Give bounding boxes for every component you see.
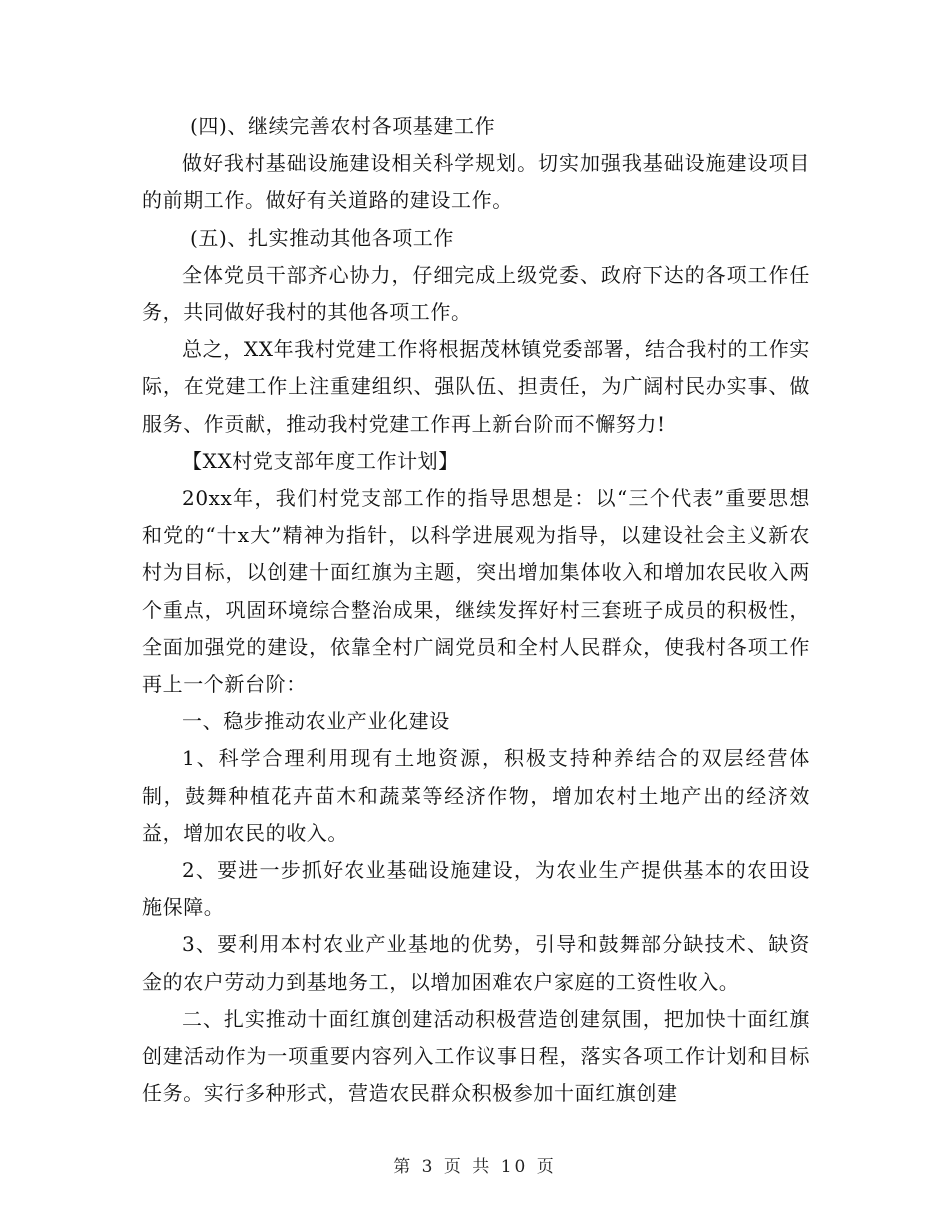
- page-number-footer: 第 3 页 共 10 页: [393, 1157, 557, 1177]
- paragraph: 做好我村基础设施建设相关科学规划。切实加强我基础设施建设项目的前期工作。做好有关道路的建设工作。: [142, 151, 810, 213]
- paragraph: 二、扎实推动十面红旗创建活动积极营造创建氛围，把加快十面红旗创建活动作为一项重要内容列入工作议事日程，落实各项工作计划和目标任务。实行多种形式，营造农民群众积极参加十面红旗创建: [142, 1006, 810, 1106]
- section-heading: 一、稳步推动农业产业化建设: [182, 709, 450, 734]
- list-item: 3、要利用本村农业产业基地的优势，引导和鼓舞部分缺技术、缺资金的农户劳动力到基地务工，以增加困难农户家庭的工资性收入。: [142, 932, 810, 994]
- document-subtitle: 【XX村党支部年度工作计划】: [182, 448, 459, 473]
- paragraph: 总之，XX年我村党建工作将根据茂林镇党委部署，结合我村的工作实际，在党建工作上注重建组织、强队伍、担责任，为广阔村民办实事、做服务、作贡献，推动我村党建工作再上新台阶而不懈努力!: [142, 337, 810, 436]
- paragraph: 全体党员干部齐心协力，仔细完成上级党委、政府下达的各项工作任务，共同做好我村的其他各项工作。: [142, 262, 810, 325]
- section-heading: (四)、继续完善农村各项基建工作: [190, 114, 496, 138]
- document-body: [142, 108, 810, 1112]
- section-heading: (五)、扎实推动其他各项工作: [190, 225, 455, 250]
- paragraph: 20xx年，我们村党支部工作的指导思想是：以“三个代表”重要思想和党的“十x大”精神为指针，以科学进展观为指导，以建设社会主义新农村为目标，以创建十面红旗为主题，突出增加集体收入和增加农民收入两个重点，巩固环境综合整治成果，继续发挥好村三套班子成员的积极性，全面加强党的建设，依靠全村广阔党员和全村人民群众，使我村各项工作再上一个新台阶：: [142, 486, 810, 697]
- list-item: 2、要进一步抓好农业基础设施建设，为农业生产提供基本的农田设施保障。: [142, 858, 810, 920]
- list-item: 1、科学合理利用现有土地资源，积极支持种养结合的双层经营体制，鼓舞种植花卉苗木和蔬菜等经济作物，增加农村土地产出的经济效益，增加农民的收入。: [142, 746, 810, 845]
